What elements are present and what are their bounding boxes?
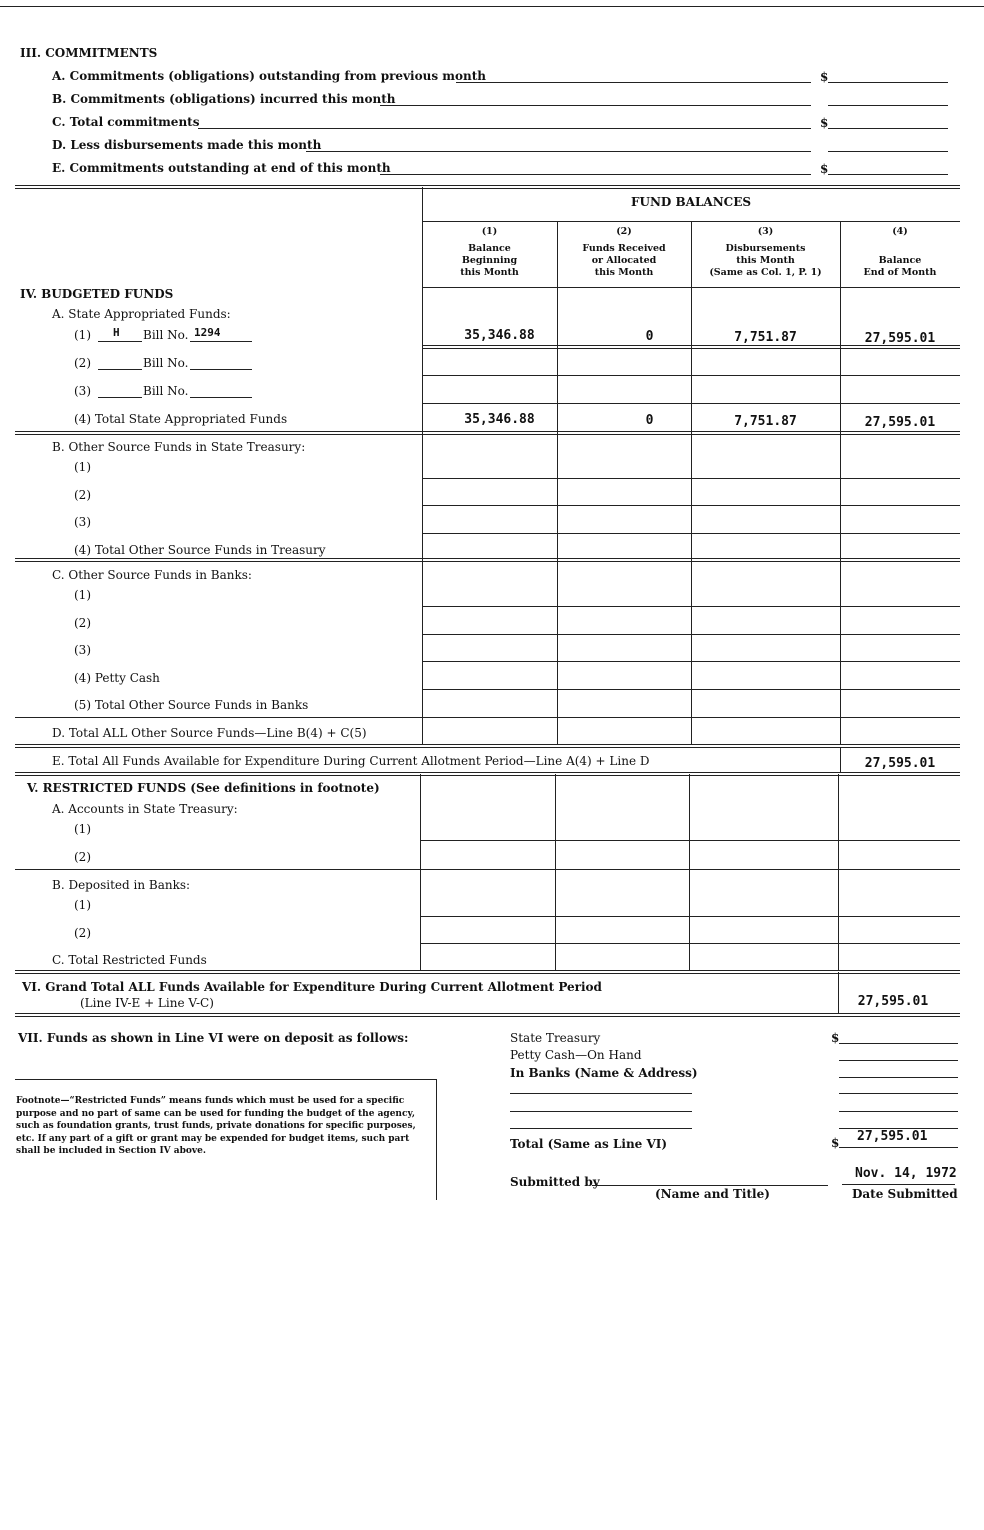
in-banks-label: In Banks (Name & Address) (510, 1066, 698, 1080)
date-submitted-label: Date Submitted (852, 1187, 958, 1201)
bank-name-line[interactable] (510, 1111, 692, 1112)
balance-beginning-value: 35,346.88 (464, 412, 535, 427)
commitments-amount-line[interactable] (828, 128, 948, 129)
bill-prefix-value: H (113, 326, 120, 339)
dollar-sign: $ (820, 162, 829, 176)
section-rule (15, 185, 960, 189)
column-title-line: Funds Received (582, 243, 666, 254)
deposit-total-line (839, 1147, 958, 1148)
restricted-funds-title: V. RESTRICTED FUNDS (See definitions in footnote) (27, 781, 380, 795)
bill-number-line[interactable] (190, 397, 252, 398)
row-rule (422, 375, 960, 376)
row-number: (3) (74, 643, 91, 657)
row-rule (422, 689, 960, 690)
row-rule (422, 533, 960, 534)
grand-total-value: 27,595.01 (857, 994, 929, 1009)
funds-received-value: 0 (645, 329, 654, 344)
row-number: (2) (74, 926, 91, 940)
row-number: (2) (74, 616, 91, 630)
row-number: (2) (74, 356, 91, 370)
commitments-leader-line (198, 128, 811, 129)
bank-amount-line[interactable] (839, 1111, 958, 1112)
bill-number-line[interactable] (190, 369, 252, 370)
row-number: (3) (74, 384, 91, 398)
row-rule (420, 840, 960, 841)
row-number: (1) (74, 328, 91, 342)
row-rule (15, 772, 960, 776)
bank-amount-line[interactable] (839, 1077, 958, 1078)
bank-amount-line[interactable] (839, 1093, 958, 1094)
row-label: (5) Total Other Source Funds in Banks (74, 698, 309, 712)
bank-funds-title: C. Other Source Funds in Banks: (52, 568, 252, 582)
commitments-leader-line (306, 151, 811, 152)
deposit-title: VII. Funds as shown in Line VI were on deposit as follows: (18, 1031, 409, 1045)
column-number: (2) (616, 226, 632, 237)
row-rule (15, 431, 960, 435)
column-line (557, 222, 558, 745)
commitments-leader-line (380, 174, 811, 175)
grand-total-sublabel: (Line IV-E + Line V-C) (80, 996, 214, 1010)
commitments-leader-line (380, 105, 811, 106)
column-title-line: End of Month (863, 267, 937, 278)
column-line (691, 222, 692, 745)
bill-prefix-line[interactable] (98, 369, 142, 370)
column-header-3 (691, 226, 840, 279)
column-line (838, 774, 839, 970)
column-title-line: this Month (736, 255, 795, 266)
column-number: (3) (757, 226, 774, 237)
commitments-line-label: A. Commitments (obligations) outstanding from previous month (52, 69, 486, 83)
row-label: (4) Total State Appropriated Funds (74, 412, 288, 426)
total-all-funds-value: 27,595.01 (864, 756, 936, 771)
row-rule (422, 634, 960, 635)
balance-beginning-value: 35,346.88 (464, 328, 535, 343)
dollar-sign: $ (820, 116, 829, 130)
state-appropriated-title: A. State Appropriated Funds: (52, 307, 231, 321)
row-number: (2) (74, 488, 91, 502)
bank-name-line[interactable] (510, 1093, 692, 1094)
disbursements-value: 7,751.87 (734, 330, 797, 345)
bill-prefix-line (98, 341, 142, 342)
column-header-4 (840, 226, 960, 279)
row-number: (1) (74, 822, 91, 836)
row-rule (422, 505, 960, 506)
row-number: (2) (74, 850, 91, 864)
commitments-line-label: D. Less disbursements made this month (52, 138, 322, 152)
column-title-line: Balance (468, 243, 511, 254)
row-number: (3) (74, 515, 91, 529)
row-rule (15, 970, 960, 974)
total-all-funds-label: E. Total All Funds Available for Expenditure During Current Allotment Period—Line A(4) + Line D (52, 754, 650, 768)
dollar-sign: $ (831, 1136, 840, 1150)
bill-prefix-line[interactable] (98, 397, 142, 398)
commitments-title: III. COMMITMENTS (20, 46, 158, 60)
name-title-label: (Name and Title) (655, 1187, 770, 1201)
dollar-sign: $ (820, 70, 829, 84)
restricted-banks-title: B. Deposited in Banks: (52, 878, 191, 892)
total-other-source-label: D. Total ALL Other Source Funds—Line B(4) + C(5) (52, 726, 367, 740)
row-rule (422, 403, 960, 404)
submitted-by-label: Submitted by (510, 1175, 600, 1189)
commitments-line-label: C. Total commitments (52, 115, 200, 129)
row-label: (4) Total Other Source Funds in Treasury (74, 543, 326, 557)
disbursements-value: 7,751.87 (734, 414, 797, 429)
balance-end-value: 27,595.01 (864, 415, 936, 430)
row-rule (15, 869, 960, 870)
column-title-line: (Same as Col. 1, P. 1) (709, 267, 822, 278)
column-header-2 (557, 226, 691, 279)
column-line (840, 222, 841, 745)
row-rule (15, 1013, 960, 1017)
column-line (555, 774, 556, 970)
bank-name-line[interactable] (510, 1128, 692, 1129)
row-rule (422, 606, 960, 607)
commitments-line-label: B. Commitments (obligations) incurred this month (52, 92, 396, 106)
top-edge-rule (0, 6, 984, 7)
fund-balances-title: FUND BALANCES (630, 195, 752, 209)
footnote-text: Footnote—“Restricted Funds” means funds which must be used for a specific purpose and no part of same can be used for funding the budget of the agency, such as foundation grants, trust funds, private donations for specific purposes, etc. If any part of a gift or grant may be expended for budget items, such part shall be included in Section IV above. (16, 1096, 416, 1156)
commitments-amount-line[interactable] (828, 105, 948, 106)
column-title-line: this Month (594, 267, 654, 278)
grand-total-label: VI. Grand Total ALL Funds Available for Expenditure During Current Allotment Period (22, 980, 602, 994)
commitments-amount-line[interactable] (828, 82, 948, 83)
column-title-line: this Month (460, 267, 519, 278)
petty-cash-amount-line[interactable] (839, 1060, 958, 1061)
header-rule (422, 221, 960, 222)
commitments-leader-line (456, 82, 811, 83)
bill-label: Bill No. (143, 356, 189, 370)
column-line (420, 774, 421, 970)
row-rule (15, 744, 960, 748)
row-rule (422, 661, 960, 662)
date-line (842, 1184, 955, 1185)
row-rule (420, 916, 960, 917)
state-treasury-amount-line[interactable] (839, 1043, 958, 1044)
commitments-amount-line[interactable] (828, 174, 948, 175)
column-number: (4) (892, 226, 908, 237)
date-submitted-value: Nov. 14, 1972 (855, 1166, 957, 1181)
column-title-line (840, 243, 960, 255)
column-header-1 (422, 226, 557, 279)
column-title-line: Beginning (461, 255, 518, 266)
bill-label: Bill No. (143, 384, 189, 398)
restricted-treasury-title: A. Accounts in State Treasury: (52, 802, 238, 816)
deposit-total-label: Total (Same as Line VI) (510, 1137, 668, 1151)
bill-label: Bill No. (143, 328, 189, 342)
commitments-line-label: E. Commitments outstanding at end of this month (52, 161, 391, 175)
column-line (689, 774, 690, 970)
dollar-sign: $ (831, 1031, 840, 1045)
treasury-funds-title: B. Other Source Funds in State Treasury: (52, 440, 306, 454)
row-rule (422, 478, 960, 479)
row-rule (420, 943, 960, 944)
row-number: (1) (74, 460, 91, 474)
header-rule (422, 287, 960, 288)
column-title-line: Balance (878, 255, 922, 266)
state-treasury-label: State Treasury (510, 1031, 601, 1045)
row-label: (4) Petty Cash (74, 671, 160, 685)
budgeted-funds-title: IV. BUDGETED FUNDS (20, 287, 174, 301)
row-rule (15, 717, 960, 718)
column-title-line: Disbursements (725, 243, 806, 254)
commitments-amount-line[interactable] (828, 151, 948, 152)
total-restricted-label: C. Total Restricted Funds (52, 953, 207, 967)
deposit-total-value: 27,595.01 (857, 1129, 928, 1144)
row-number: (1) (74, 588, 91, 602)
row-number: (1) (74, 898, 91, 912)
funds-received-value: 0 (645, 413, 654, 428)
bill-number-line[interactable] (190, 341, 252, 342)
petty-cash-label: Petty Cash—On Hand (510, 1048, 642, 1062)
signature-line[interactable] (592, 1185, 828, 1186)
bill-number-value: 1294 (194, 326, 221, 339)
row-rule (15, 558, 960, 562)
balance-end-value: 27,595.01 (864, 331, 936, 346)
column-number: (1) (481, 226, 498, 237)
column-title-line: or Allocated (591, 255, 657, 266)
